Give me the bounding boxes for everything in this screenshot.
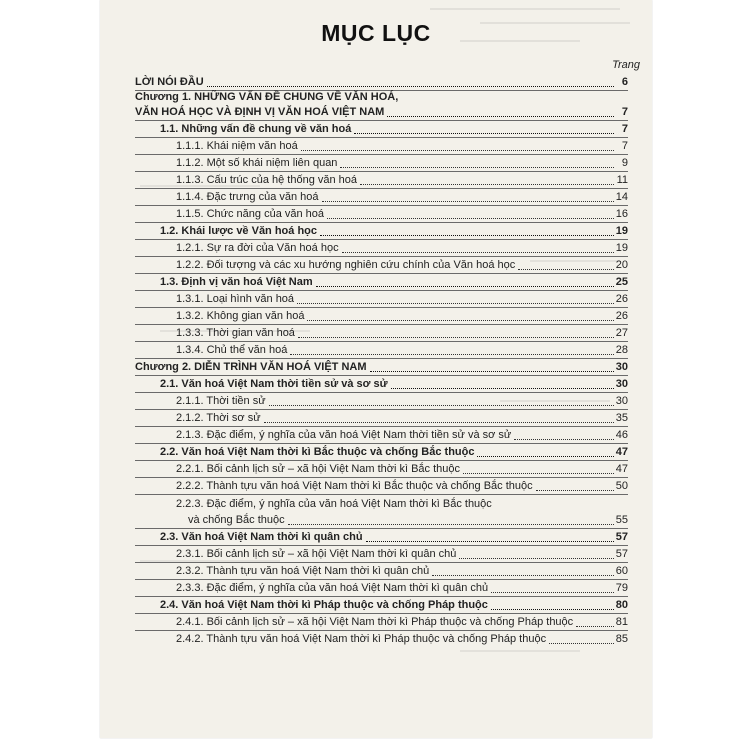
toc-entry[interactable] [100, 408, 652, 425]
toc-entry-page: 7 [621, 140, 628, 152]
toc-entry-page: 47 [615, 463, 628, 475]
toc-entry[interactable] [100, 459, 652, 476]
toc-entry[interactable] [100, 425, 652, 442]
toc-entry-page: 81 [615, 616, 628, 628]
toc-entry[interactable] [100, 221, 652, 238]
toc-entry-page: 30 [615, 378, 628, 390]
dot-leader [360, 183, 614, 185]
dot-leader [477, 455, 613, 457]
dot-leader [549, 642, 614, 644]
toc-entry[interactable] [100, 136, 652, 153]
dot-leader [370, 370, 614, 372]
dot-leader [518, 268, 614, 270]
toc-entry-title: 2.4.1. Bối cảnh lịch sử – xã hội Việt Nam thời kì Pháp thuộc và chống Pháp thuộc [176, 616, 574, 628]
toc-entry[interactable] [100, 170, 652, 187]
toc-entry[interactable] [100, 238, 652, 255]
dot-leader [491, 591, 614, 593]
page-title: MỤC LỤC [321, 20, 431, 46]
toc-entry[interactable] [100, 476, 652, 493]
toc-entry-title: 1.3.1. Loại hình văn hoá [176, 293, 295, 305]
dot-leader [391, 387, 614, 389]
toc-entry-title-cont: VĂN HOÁ HỌC VÀ ĐỊNH VỊ VĂN HOÁ VIỆT NAM [135, 106, 385, 118]
toc-entry-title: 1.1.2. Một số khái niệm liên quan [176, 157, 338, 169]
toc-entry-page: 46 [615, 429, 628, 441]
dot-leader [491, 608, 614, 610]
toc-entry-title: 1.1.5. Chức năng của văn hoá [176, 208, 325, 220]
dot-leader [322, 200, 614, 202]
toc-entry[interactable] [100, 391, 652, 408]
toc-entry[interactable] [100, 255, 652, 272]
toc-entry-page: 80 [615, 599, 628, 611]
toc-entry[interactable] [100, 187, 652, 204]
toc-entry-title: 2.2. Văn hoá Việt Nam thời kì Bắc thuộc và chống Bắc thuộc [160, 446, 475, 458]
toc-entry-title: 2.1.2. Thời sơ sử [176, 412, 261, 424]
toc-entry-page: 30 [615, 361, 628, 373]
toc-entry-page: 57 [615, 548, 628, 560]
toc-entry-title: 2.3.3. Đặc điểm, ý nghĩa của văn hoá Việt Nam thời kì quân chủ [176, 582, 489, 594]
toc-entry[interactable] [100, 374, 652, 391]
dot-leader [316, 285, 614, 287]
dot-leader [297, 302, 614, 304]
toc-entry[interactable] [100, 306, 652, 323]
toc-entry-title: 2.2.2. Thành tựu văn hoá Việt Nam thời kì Bắc thuộc và chống Bắc thuộc [176, 480, 533, 492]
toc-entry-page: 27 [615, 327, 628, 339]
toc-entry[interactable] [100, 561, 652, 578]
toc-entry-title: 1.2.2. Đối tượng và các xu hướng nghiên cứu chính của Văn hoá học [176, 259, 516, 271]
toc-entry-page: 85 [615, 633, 628, 645]
toc-entry-title: Chương 2. DIỄN TRÌNH VĂN HOÁ VIỆT NAM [135, 361, 367, 373]
toc-entry[interactable] [100, 629, 652, 646]
table-of-contents [100, 72, 652, 646]
toc-entry-title: 2.2.1. Bối cảnh lịch sử – xã hội Việt Nam thời kì Bắc thuộc [176, 463, 461, 475]
toc-entry-title: 1.1.3. Cấu trúc của hệ thống văn hoá [176, 174, 358, 186]
toc-entry-title: 2.2.3. Đặc điểm, ý nghĩa của văn hoá Việt Nam thời kì Bắc thuộc [176, 498, 492, 510]
dot-leader [463, 472, 614, 474]
toc-entry[interactable] [100, 89, 652, 119]
toc-entry-page: 7 [621, 106, 628, 118]
dot-leader [432, 574, 613, 576]
toc-entry-title: 1.3. Định vị văn hoá Việt Nam [160, 276, 313, 288]
dot-leader [307, 319, 613, 321]
dot-leader [387, 115, 614, 117]
dot-leader [301, 149, 614, 151]
toc-entry-title: 1.2. Khái lược về Văn hoá học [160, 225, 318, 237]
toc-entry-page: 57 [615, 531, 628, 543]
dot-leader [269, 404, 614, 406]
toc-entry-page: 7 [621, 123, 628, 135]
toc-entry-title: 1.1.4. Đặc trưng của văn hoá [176, 191, 319, 203]
toc-entry-page: 55 [615, 514, 628, 526]
toc-entry-title: 1.3.2. Không gian văn hoá [176, 310, 305, 322]
toc-entry-title: LỜI NÓI ĐẦU [135, 76, 204, 88]
toc-entry[interactable] [100, 272, 652, 289]
dot-leader [264, 421, 614, 423]
toc-entry[interactable] [100, 527, 652, 544]
toc-entry-page: 50 [615, 480, 628, 492]
dot-leader [342, 251, 614, 253]
toc-entry-page: 19 [615, 242, 628, 254]
toc-entry-title: 1.1. Những vấn đề chung về văn hoá [160, 123, 352, 135]
toc-entry-page: 20 [615, 259, 628, 271]
toc-entry[interactable] [100, 323, 652, 340]
dot-leader [514, 438, 613, 440]
toc-entry-page: 35 [615, 412, 628, 424]
dot-leader [459, 557, 613, 559]
toc-entry[interactable] [100, 595, 652, 612]
dot-leader [536, 489, 614, 491]
toc-entry-page: 47 [615, 446, 628, 458]
toc-entry-title: 2.3.1. Bối cảnh lịch sử – xã hội Việt Nam thời kì quân chủ [176, 548, 457, 560]
toc-entry-title: 2.4.2. Thành tựu văn hoá Việt Nam thời kì Pháp thuộc và chống Pháp thuộc [176, 633, 547, 645]
toc-entry-page: 19 [615, 225, 628, 237]
toc-entry-page: 9 [621, 157, 628, 169]
toc-entry[interactable] [100, 357, 652, 374]
dot-leader [327, 217, 614, 219]
toc-entry-title: 1.1.1. Khái niệm văn hoá [176, 140, 298, 152]
dot-leader [320, 234, 614, 236]
toc-entry-title: 2.4. Văn hoá Việt Nam thời kì Pháp thuộc và chống Pháp thuộc [160, 599, 488, 611]
dot-leader [207, 85, 614, 87]
toc-entry-page: 6 [621, 76, 628, 88]
toc-entry[interactable] [100, 119, 652, 136]
toc-entry-page: 79 [615, 582, 628, 594]
dot-leader [576, 625, 614, 627]
toc-entry-page: 26 [615, 293, 628, 305]
toc-entry[interactable] [100, 204, 652, 221]
toc-entry-page: 30 [615, 395, 628, 407]
toc-entry[interactable] [100, 442, 652, 459]
toc-entry[interactable] [100, 578, 652, 595]
dot-leader [288, 523, 614, 525]
toc-entry-page: 16 [615, 208, 628, 220]
book-page [100, 0, 652, 738]
toc-entry[interactable] [100, 612, 652, 629]
toc-entry-title-cont: và chống Bắc thuộc [188, 514, 285, 526]
toc-entry[interactable] [100, 340, 652, 357]
toc-entry-title: 2.3.2. Thành tựu văn hoá Việt Nam thời kì quân chủ [176, 565, 430, 577]
dot-leader [366, 540, 614, 542]
dot-leader [298, 336, 614, 338]
toc-entry-page: 25 [615, 276, 628, 288]
toc-entry[interactable] [100, 289, 652, 306]
toc-entry-title: 2.1.3. Đặc điểm, ý nghĩa của văn hoá Việt Nam thời tiền sử và sơ sử [176, 429, 512, 441]
toc-entry-title: Chương 1. NHỮNG VẤN ĐỀ CHUNG VỀ VĂN HOÁ, [135, 91, 399, 103]
toc-entry-title: 1.3.4. Chủ thể văn hoá [176, 344, 288, 356]
dot-leader [290, 353, 613, 355]
page-column-label: Trang [612, 59, 640, 71]
toc-entry-page: 11 [616, 174, 628, 186]
toc-entry-page: 28 [615, 344, 628, 356]
toc-entry-title: 1.2.1. Sự ra đời của Văn hoá học [176, 242, 339, 254]
toc-entry-title: 2.1.1. Thời tiền sử [176, 395, 266, 407]
dot-leader [354, 132, 614, 134]
toc-entry-title: 2.1. Văn hoá Việt Nam thời tiền sử và sơ sử [160, 378, 388, 390]
toc-entry-title: 2.3. Văn hoá Việt Nam thời kì quân chủ [160, 531, 363, 543]
toc-entry-title: 1.3.3. Thời gian văn hoá [176, 327, 295, 339]
dot-leader [340, 166, 614, 168]
toc-entry-page: 14 [615, 191, 628, 203]
toc-entry[interactable] [100, 72, 652, 89]
toc-entry[interactable] [100, 493, 652, 527]
toc-entry-page: 60 [615, 565, 628, 577]
toc-entry-page: 26 [615, 310, 628, 322]
toc-entry[interactable] [100, 544, 652, 561]
toc-entry[interactable] [100, 153, 652, 170]
